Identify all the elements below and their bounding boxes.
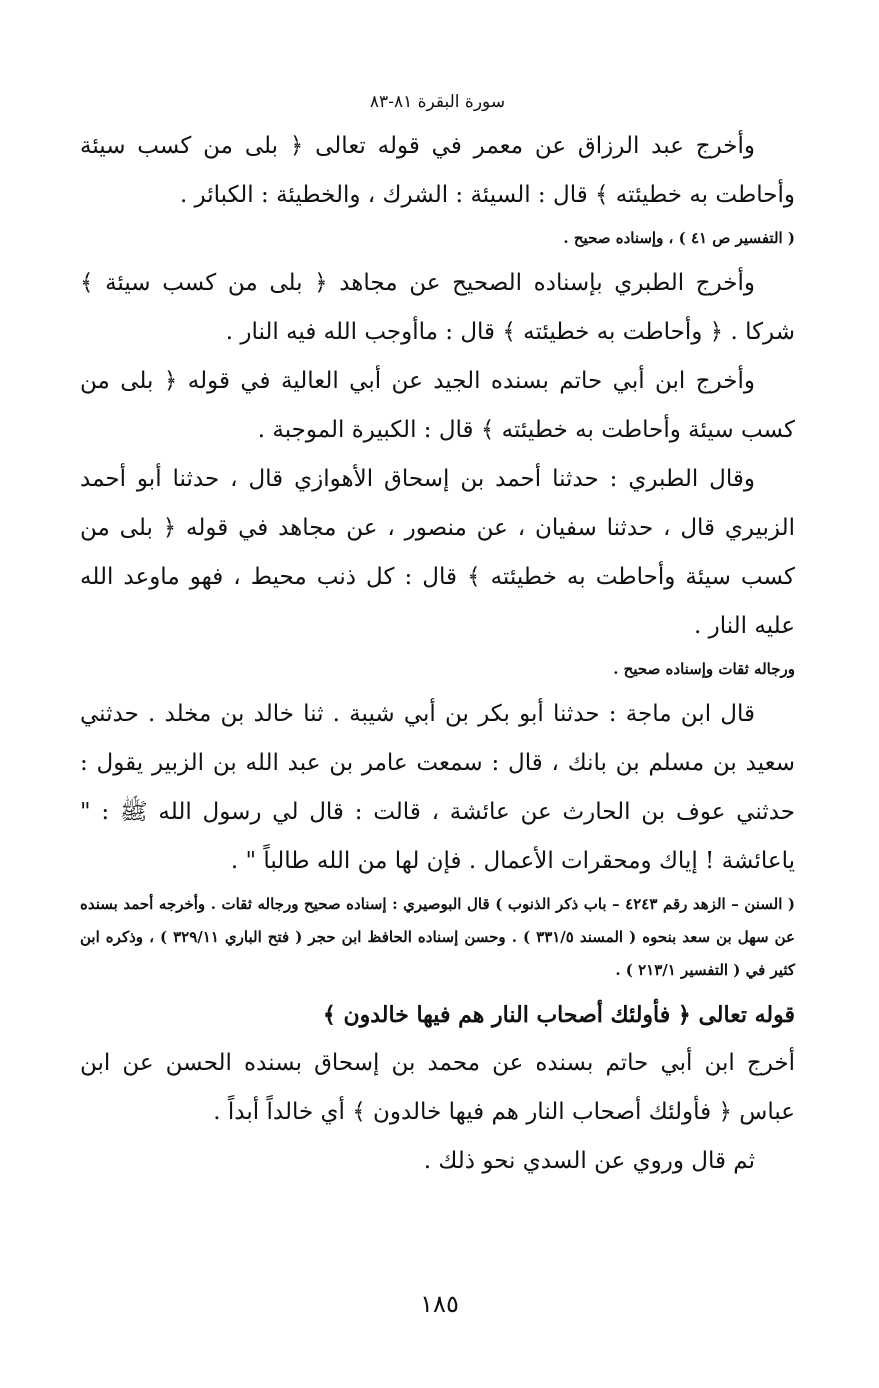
- page-header: [80, 92, 795, 112]
- surah-title: سورة البقرة ٨١-٨٣: [369, 92, 506, 112]
- page-number: ١٨٥: [420, 1290, 459, 1318]
- footnote-rijal: ورجاله ثقات وإسناده صحيح .: [613, 660, 795, 678]
- paragraph-ibn-abbas: أخرج ابن أبي حاتم بسنده عن محمد بن إسحاق بسنده الحسن عن ابن عباس ﴿ فأولئك أصحاب النار هم فيها خالدون ﴾ أي خالداً أبداً .: [80, 1050, 795, 1125]
- footnote-tafsir: ( التفسير ص ٤١ ) ، وإسناده صحيح .: [563, 229, 795, 247]
- verse-heading: قوله تعالى ﴿ فأولئك أصحاب النار هم فيها خالدون ﴾: [322, 1002, 795, 1028]
- page-footer: [0, 1290, 879, 1318]
- paragraph-ibn-majah: قال ابن ماجة : حدثنا أبو بكر بن أبي شيبة . ثنا خالد بن مخلد . حدثني سعيد بن مسلم بن بانك ، قال : سمعت عامر بن عبد الله بن الزبير يقول : حدثني عوف بن الحارث عن عائشة ، قالت : قال لي رسول الله ﷺ : " ياعائشة ! إياك ومحقرات الأعمال . فإن لها من الله طالباً " .: [80, 701, 795, 874]
- paragraph-tabari-mujahid: وأخرج الطبري بإسناده الصحيح عن مجاهد ﴿ بلى من كسب سيئة ﴾ شركا . ﴿ وأحاطت به خطيئته ﴾ قال : ماأوجب الله فيه النار .: [80, 270, 795, 345]
- paragraph-tabari-ahwazi: وقال الطبري : حدثنا أحمد بن إسحاق الأهوازي قال ، حدثنا أبو أحمد الزبيري قال ، حدثنا سفيان ، عن منصور ، عن مجاهد في قوله ﴿ بلى من كسب سيئة وأحاطت به خطيئته ﴾ قال : كل ذنب محيط ، فهو ماوعد الله عليه النار .: [80, 466, 796, 639]
- page-body: [80, 122, 795, 1186]
- paragraph-suddi: ثم قال وروي عن السدي نحو ذلك .: [423, 1148, 755, 1174]
- paragraph-abdulrazzaq: وأخرج عبد الرزاق عن معمر في قوله تعالى ﴿ بلى من كسب سيئة وأحاطت به خطيئته ﴾ قال : السيئة : الشرك ، والخطيئة : الكبائر .: [80, 133, 795, 208]
- paragraph-ibn-abi-hatim: وأخرج ابن أبي حاتم بسنده الجيد عن أبي العالية في قوله ﴿ بلى من كسب سيئة وأحاطت به خطيئته ﴾ قال : الكبيرة الموجبة .: [80, 368, 795, 443]
- footnote-sunan: ( السنن – الزهد رقم ٤٢٤٣ – باب ذكر الذنوب ) قال البوصيري : إسناده صحيح ورجاله ثقات . وأخرجه أحمد بسنده عن سهل بن سعد بنحوه ( المسند ٣٣١/٥ ) . وحسن إسناده الحافظ ابن حجر ( فتح الباري ٣٢٩/١١ ) ، وذكره ابن كثير في ( التفسير ٢١٣/١ ) .: [80, 895, 796, 979]
